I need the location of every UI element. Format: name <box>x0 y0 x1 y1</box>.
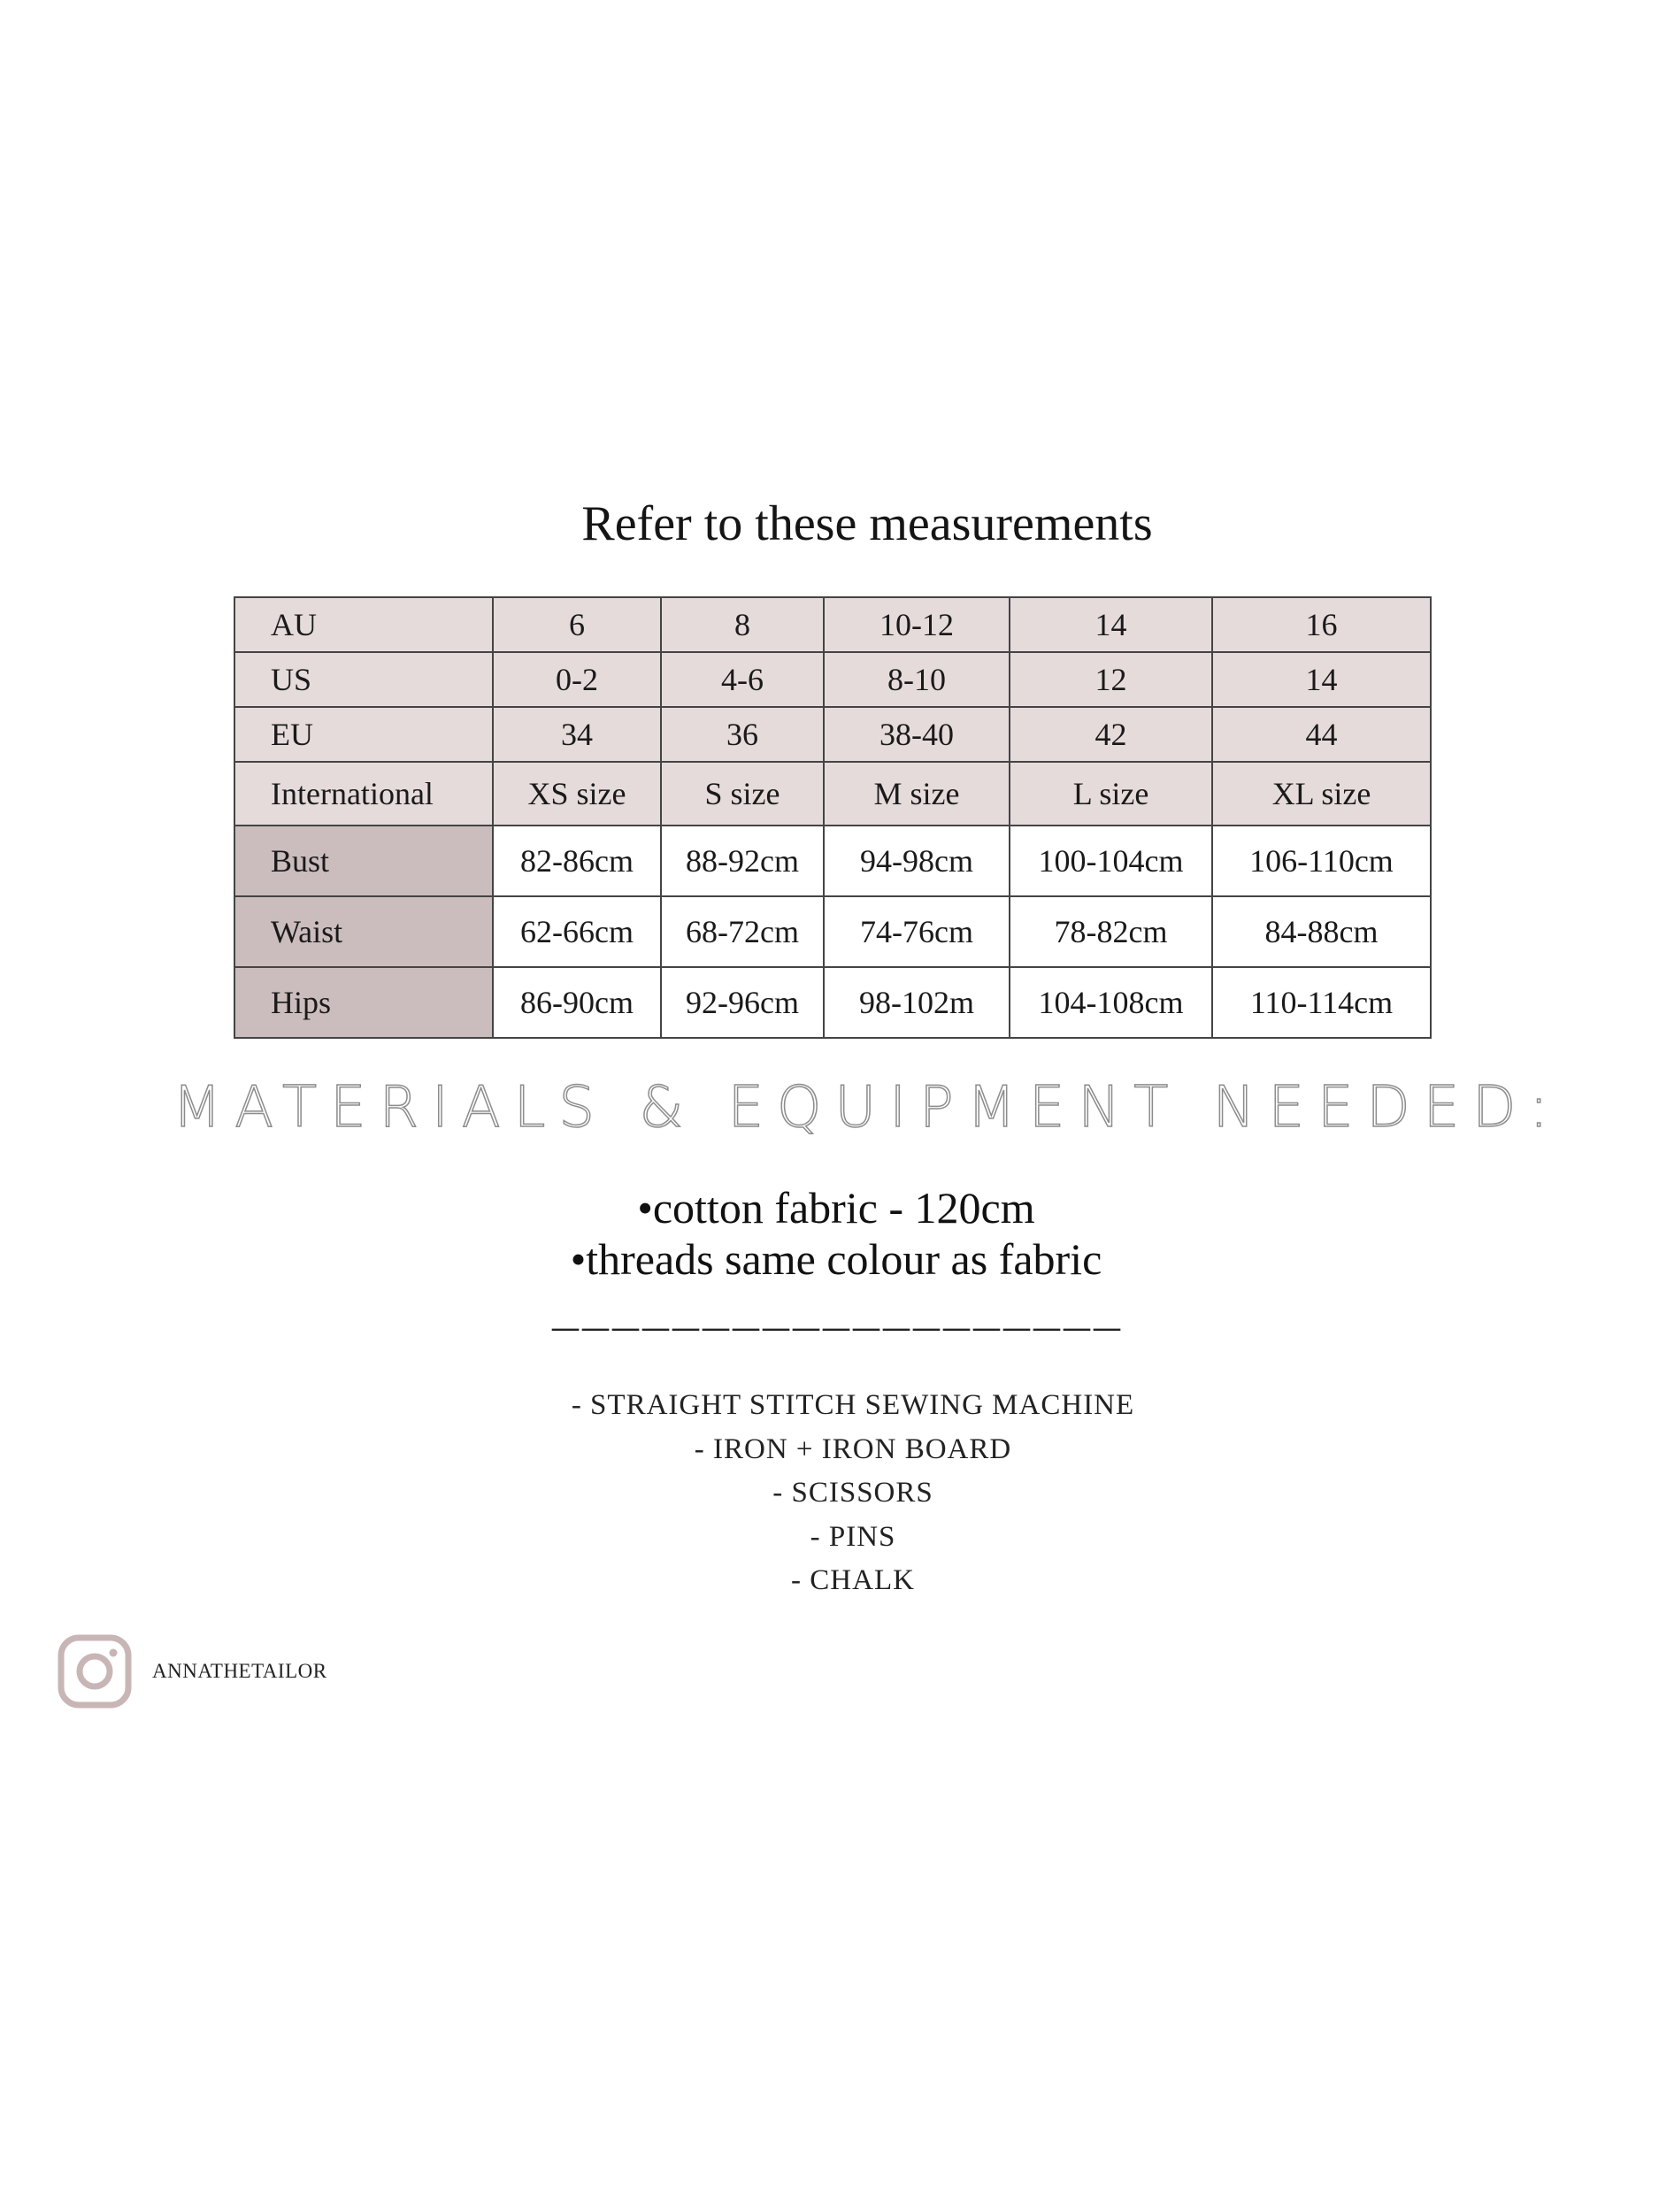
table-cell: 86-90cm <box>493 967 661 1038</box>
table-cell: 94-98cm <box>824 826 1010 896</box>
instagram-handle: ANNATHETAILOR <box>152 1660 327 1682</box>
row-label: Bust <box>234 826 493 896</box>
table-cell: 74-76cm <box>824 896 1010 967</box>
table-cell: 14 <box>1212 652 1431 707</box>
measurement-row-bust <box>234 826 1431 896</box>
table-cell: 42 <box>1010 707 1212 762</box>
table-cell: 88-92cm <box>661 826 824 896</box>
table-cell: 8 <box>661 597 824 652</box>
table-cell: XL size <box>1212 762 1431 826</box>
table-cell: 78-82cm <box>1010 896 1212 967</box>
materials-heading: MATERIALS & EQUIPMENT NEEDED: <box>173 1075 1562 1141</box>
row-label: Waist <box>234 896 493 967</box>
equipment-list <box>0 1384 1659 1603</box>
list-item: •threads same colour as fabric <box>570 1234 1102 1284</box>
size-row-eu <box>234 707 1431 762</box>
row-label: AU <box>234 597 493 652</box>
size-row-au <box>234 597 1431 652</box>
row-label: US <box>234 652 493 707</box>
list-item: - SCISSORS <box>772 1477 933 1509</box>
size-chart-table <box>234 596 1432 1039</box>
table-cell: 110-114cm <box>1212 967 1431 1038</box>
table-cell: 68-72cm <box>661 896 824 967</box>
table-cell: M size <box>824 762 1010 826</box>
social-footer <box>57 1633 327 1709</box>
measurement-row-waist <box>234 896 1431 967</box>
table-cell: 16 <box>1212 597 1431 652</box>
table-cell: 104-108cm <box>1010 967 1212 1038</box>
table-cell: 98-102m <box>824 967 1010 1038</box>
table-cell: 14 <box>1010 597 1212 652</box>
list-item: - IRON + IRON BOARD <box>694 1432 1012 1465</box>
materials-list <box>0 1182 1659 1285</box>
table-cell: XS size <box>493 762 661 826</box>
list-item: - PINS <box>810 1520 896 1553</box>
table-cell: 62-66cm <box>493 896 661 967</box>
table-cell: S size <box>661 762 824 826</box>
table-cell: 38-40 <box>824 707 1010 762</box>
table-cell: 44 <box>1212 707 1431 762</box>
row-label: EU <box>234 707 493 762</box>
row-label: International <box>234 762 493 826</box>
table-cell: 106-110cm <box>1212 826 1431 896</box>
list-item: •cotton fabric - 120cm <box>637 1183 1035 1233</box>
instagram-icon <box>57 1633 133 1709</box>
row-label: Hips <box>234 967 493 1038</box>
table-cell: L size <box>1010 762 1212 826</box>
list-item: - CHALK <box>791 1564 915 1596</box>
table-cell: 36 <box>661 707 824 762</box>
table-cell: 12 <box>1010 652 1212 707</box>
table-cell: 8-10 <box>824 652 1010 707</box>
page-title: Refer to these measurements <box>581 496 1153 551</box>
list-item: - STRAIGHT STITCH SEWING MACHINE <box>571 1389 1135 1421</box>
divider: ——————————————————— <box>550 1310 1122 1346</box>
table-cell: 82-86cm <box>493 826 661 896</box>
table-cell: 84-88cm <box>1212 896 1431 967</box>
table-cell: 92-96cm <box>661 967 824 1038</box>
measurement-row-hips <box>234 967 1431 1038</box>
table-cell: 100-104cm <box>1010 826 1212 896</box>
table-cell: 34 <box>493 707 661 762</box>
table-cell: 0-2 <box>493 652 661 707</box>
table-cell: 6 <box>493 597 661 652</box>
size-row-us <box>234 652 1431 707</box>
table-cell: 4-6 <box>661 652 824 707</box>
table-cell: 10-12 <box>824 597 1010 652</box>
size-row-international <box>234 762 1431 826</box>
